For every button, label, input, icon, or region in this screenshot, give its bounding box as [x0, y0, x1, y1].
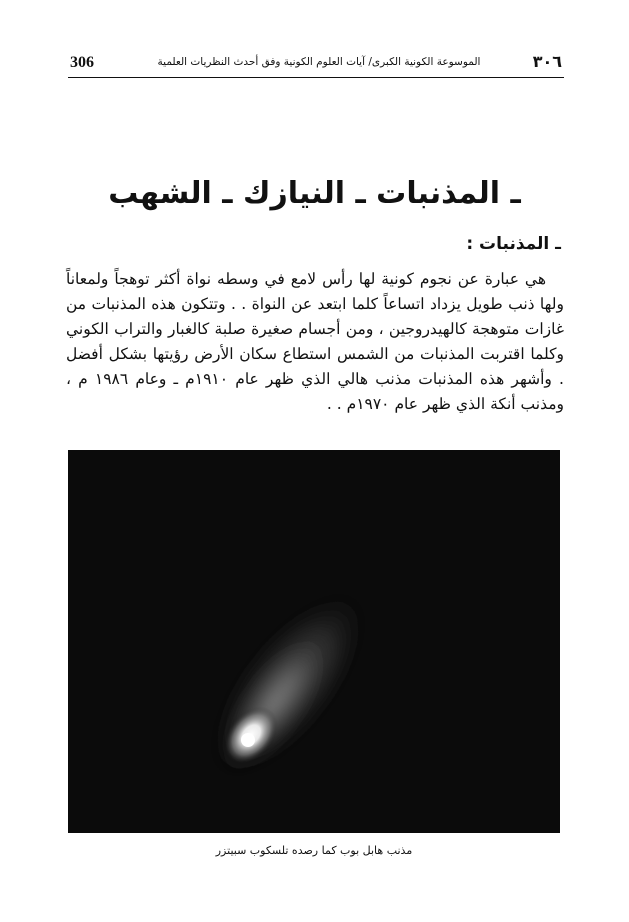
- page-number-latin: 306: [70, 54, 94, 71]
- body-paragraph: هي عبارة عن نجوم كونية لها رأس لامع في وسطه نواة أكثر توهجاً ولمعاناً ولها ذنب طويل يزداد اتساعاً كلما ابتعد عن النواة . . وتتكون هذه المذنبات من غازات متوهجة كالهيدروجين ، ومن أجسام صغيرة صلبة كالغبار والتراب الكوني وكلما اقتربت المذنبات من الشمس استطاع سكان الأرض رؤيتها بشكل أفضل . وأشهر هذه المذنبات مذنب هالي الذي ظهر عام ١٩١٠م ـ وعام ١٩٨٦ م ، ومذنب أنكة الذي ظهر عام ١٩٧٠م . .: [66, 270, 564, 413]
- running-title: الموسوعة الكونية الكبرى/ آيات العلوم الكونية وفق أحدث النظريات العلمية: [157, 56, 481, 68]
- body-text: [66, 267, 564, 417]
- comet-photo: [68, 450, 560, 833]
- chapter-title: ـ المذنبات ـ النيازك ـ الشهب: [108, 176, 521, 211]
- section-heading: ـ المذنبات :: [466, 234, 561, 254]
- comet-photo-graphic: [68, 450, 560, 833]
- page-number-arabic: ٣٠٦: [532, 52, 562, 71]
- figure-caption: مذنب هابل بوب كما رصده تلسكوب سبيتزر: [215, 844, 413, 857]
- header-divider: [68, 77, 564, 78]
- comet-nucleus: [241, 733, 255, 747]
- page-header: [70, 52, 562, 74]
